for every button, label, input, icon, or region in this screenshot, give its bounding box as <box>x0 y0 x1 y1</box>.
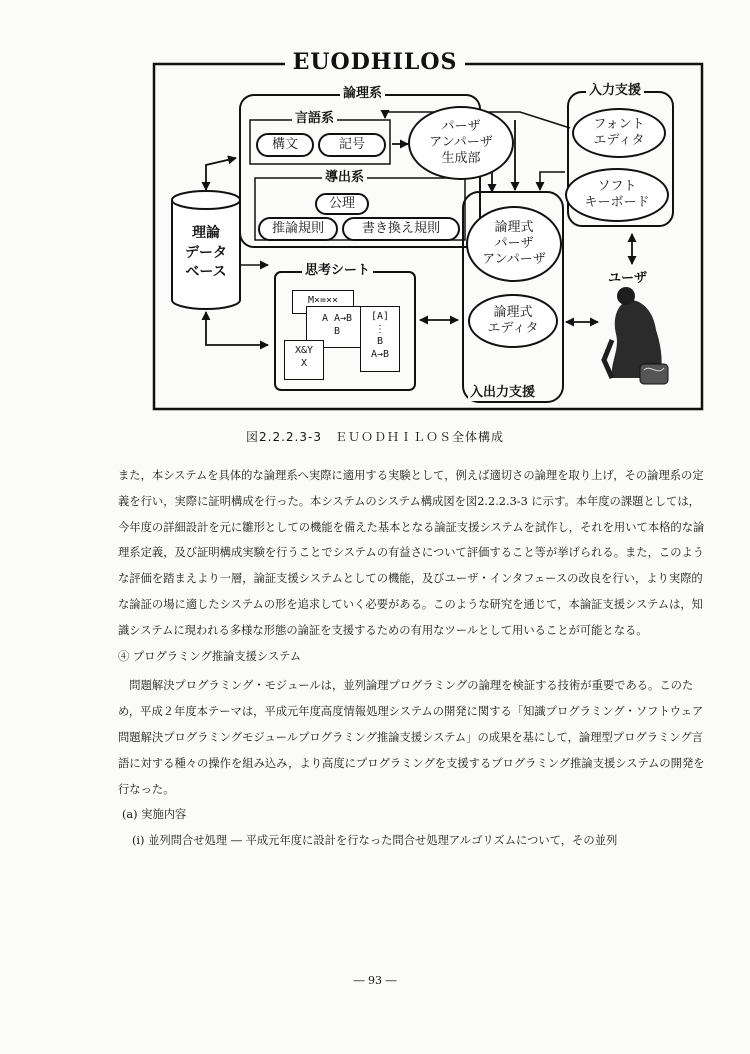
thought-sheet-card-1: M×=×× <box>292 290 354 314</box>
formula-editor-oval: 論理式 エディタ <box>468 294 558 348</box>
user-label: ユーザ <box>608 271 648 286</box>
figure-title: EUODHILOS <box>285 49 466 75</box>
paragraph-2: 問題解決プログラミング・モジュールは，並列論理プログラミングの論理を検証する技術が重要である。このため，平成２年度本テーマは，平成元年度高度情報処理システムの開発に関する「知識プログラミング・ソフトウェア問題解決プログラミングモジュールプログラミング推論支援システム」の成果を基にして，論理型プログラミング言語に対する種々の操作を組み込み，より高度にプログラミングを支援するプログラミング推論支援システムの開発を行なった。 <box>118 679 705 796</box>
symbol-pill: 記号 <box>318 133 386 157</box>
axiom-pill: 公理 <box>315 193 369 215</box>
db-logic-arrow <box>206 158 236 190</box>
language-system-label: 言語系 <box>292 112 337 127</box>
keyboard-parser-arrow <box>540 172 565 190</box>
rewrite-rule-pill: 書き換え規則 <box>342 217 460 241</box>
font-editor-oval: フォント エディタ <box>572 108 666 158</box>
paragraph-1: また，本システムを具体的な論理系へ実際に適用する実験として，例えば適切さの論理を取り上げ，その論理系の定義を行い，実際に証明構成を行った。本システムのシステム構成図を図2.2.2.3-3 に示す。本年度の課題としては，今年度の詳細設計を元に雛形としての機能を備えた基本となる論証支援システムを試作し，それを用いて本格的な論理系定義，及び証明構成実験を行うことでシステムの有益さについて評価すること等が挙げられる。また，このような評価を踏まえより一層，論証支援システムとしての機能，及びユーザ・インタフェースの改良を行い，より実際的な論証の場に適したシステムの形を追求していく必要がある。このような研究を通じて，本論証支援システムは，知識システムに現われる多様な形態の論証を支援するための有用なツールとして用いることが可能となる。 <box>118 469 705 637</box>
inference-rule-pill: 推論規則 <box>258 217 338 241</box>
input-support-label: 入力支援 <box>586 84 644 99</box>
derivation-system-label: 導出系 <box>322 171 367 186</box>
subheading: (a) 実施内容 <box>122 808 187 822</box>
syntax-pill: 構文 <box>256 133 314 157</box>
paragraph-3: (i) 並列問合せ処理 ― 平成元年度に設計を行なった問合せ処理アルゴリズムについて，その並列 <box>132 834 618 848</box>
thought-sheet-label: 思考シート <box>302 264 373 279</box>
page-number: ― 93 ― <box>353 974 397 987</box>
logic-system-label: 論理系 <box>340 87 385 102</box>
theory-database-label: 理論 データ ベース <box>185 225 227 281</box>
figure-caption: 図2.2.2.3-3 ＥＵＯＤＨＩＬＯＳ全体構成 <box>246 430 504 444</box>
body-text <box>118 463 708 854</box>
section-heading: ④ プログラミング推論支援システム <box>118 649 301 663</box>
thought-sheet-card-3: [A] ⋮ B A→B <box>360 306 400 372</box>
thought-sheet-card-4: X&Y X <box>284 340 324 380</box>
user-thinker-figure <box>604 287 668 384</box>
io-support-label: 入出力支援 <box>470 385 536 400</box>
db-sheet-arrow <box>206 312 268 345</box>
formula-parser-oval: 論理式 パーザ アンパーザ <box>466 206 562 282</box>
thought-sheet-card-2: A A→B B <box>306 306 368 348</box>
soft-keyboard-oval: ソフト キーボード <box>565 168 669 222</box>
parser-generator-oval: パーザ アンパーザ 生成部 <box>408 106 514 180</box>
